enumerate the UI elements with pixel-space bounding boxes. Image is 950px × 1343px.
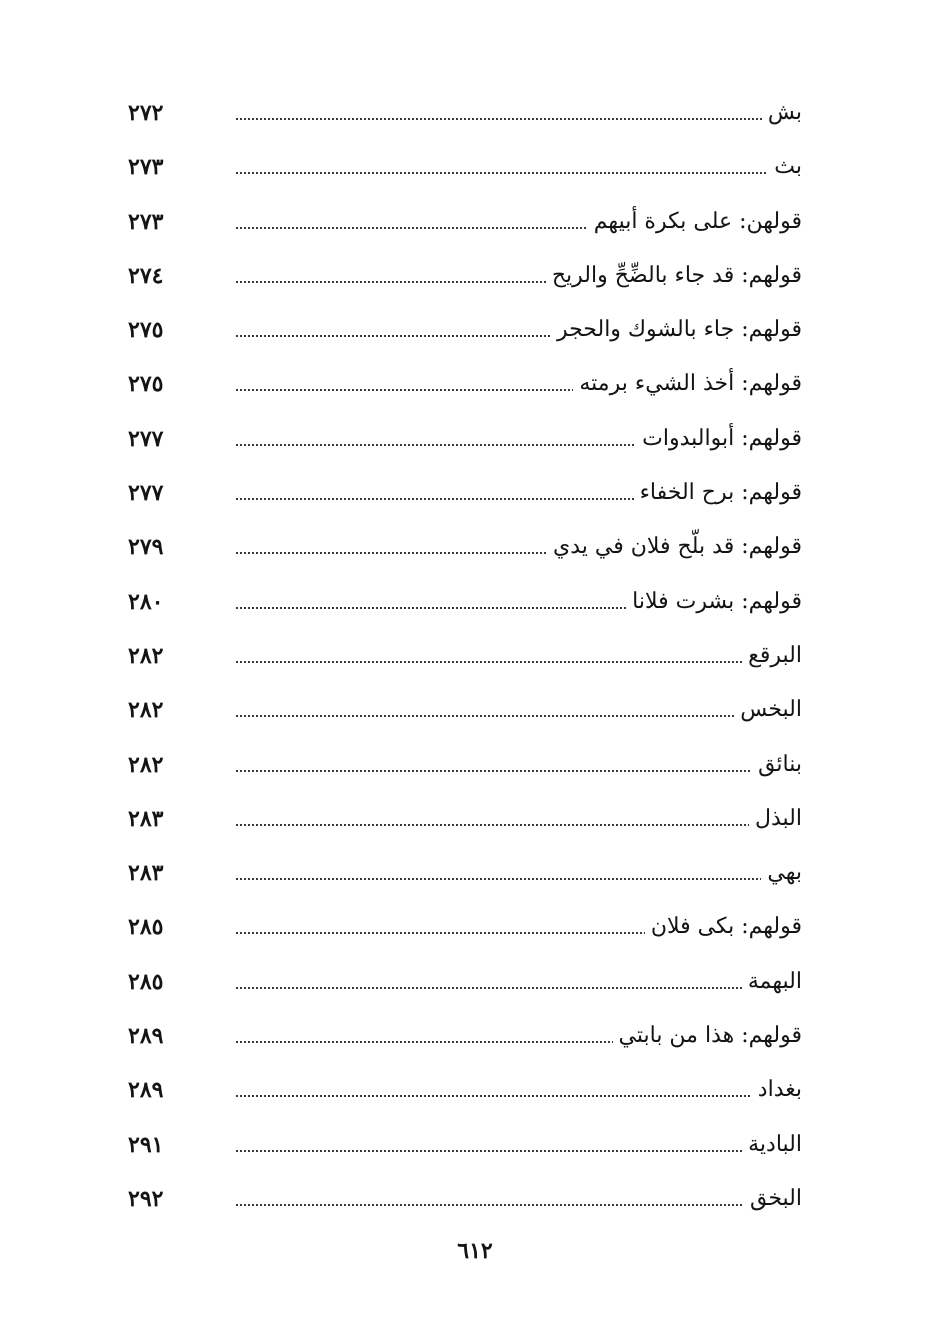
dot-leader — [236, 661, 798, 663]
toc-entry — [0, 88, 950, 142]
toc-entry-title: قولهم: قد بلّح فلان في يدي — [547, 530, 802, 564]
toc-entry — [0, 1120, 950, 1174]
toc-entry-page: ٢٧٣ — [128, 208, 164, 235]
toc-entry-title: البرقع — [742, 639, 802, 673]
toc-entry-page: ٢٨٥ — [128, 968, 164, 995]
toc-entry-title: البادية — [742, 1128, 802, 1162]
toc-entry — [0, 902, 950, 956]
toc-entry-title: قولهن: على بكرة أبيهم — [588, 205, 802, 239]
toc-entry-title: قولهم: بشرت فلانا — [626, 585, 802, 619]
page-number: ٦١٢ — [457, 1238, 493, 1264]
toc-entry — [0, 414, 950, 468]
dot-leader — [236, 715, 798, 717]
table-of-contents — [0, 88, 950, 1228]
toc-entry-page: ٢٨٢ — [128, 751, 164, 778]
toc-entry-page: ٢٩٢ — [128, 1185, 164, 1212]
toc-entry-page: ٢٨٢ — [128, 697, 164, 724]
toc-entry-title: قولهم: هذا من بابتي — [613, 1019, 802, 1053]
toc-entry — [0, 848, 950, 902]
dot-leader — [236, 770, 798, 772]
toc-entry-page: ٢٨٥ — [128, 914, 164, 941]
toc-entry — [0, 197, 950, 251]
toc-entry — [0, 305, 950, 359]
dot-leader — [236, 878, 798, 880]
toc-entry-title: قولهم: جاء بالشوك والحجر — [551, 313, 802, 347]
toc-entry-title: بث — [768, 150, 802, 184]
toc-entry-page: ٢٧٧ — [128, 425, 164, 452]
toc-entry-page: ٢٨٠ — [128, 588, 164, 615]
toc-entry — [0, 740, 950, 794]
dot-leader — [236, 1150, 798, 1152]
toc-entry-page: ٢٨٩ — [128, 1023, 164, 1050]
dot-leader — [236, 118, 798, 120]
toc-entry — [0, 359, 950, 413]
toc-entry-title: البهمة — [742, 965, 802, 999]
toc-entry-page: ٢٧٧ — [128, 480, 164, 507]
dot-leader — [236, 1204, 798, 1206]
toc-entry-page: ٢٧٩ — [128, 534, 164, 561]
dot-leader — [236, 824, 798, 826]
toc-entry-page: ٢٧٣ — [128, 154, 164, 181]
toc-entry-title: قولهم: أبوالبدوات — [636, 422, 802, 456]
toc-entry — [0, 1065, 950, 1119]
dot-leader — [236, 172, 798, 174]
toc-entry — [0, 957, 950, 1011]
toc-entry-page: ٢٨٢ — [128, 642, 164, 669]
toc-entry-title: قولهم: قد جاء بالضِّحِّ والريح — [546, 259, 802, 293]
toc-entry — [0, 1011, 950, 1065]
toc-entry — [0, 522, 950, 576]
dot-leader — [236, 1095, 798, 1097]
toc-entry-title: قولهم: بكى فلان — [645, 910, 802, 944]
toc-entry-title: بنائق — [752, 748, 802, 782]
toc-entry — [0, 794, 950, 848]
toc-entry-page: ٢٧٥ — [128, 371, 164, 398]
toc-entry-title: قولهم: برح الخفاء — [634, 476, 802, 510]
toc-entry-page: ٢٨٣ — [128, 805, 164, 832]
toc-entry — [0, 577, 950, 631]
toc-entry-title: قولهم: أخذ الشيء برمته — [573, 367, 802, 401]
toc-entry — [0, 468, 950, 522]
toc-entry — [0, 142, 950, 196]
toc-entry — [0, 631, 950, 685]
toc-entry-title: بش — [762, 96, 802, 130]
toc-entry-page: ٢٧٢ — [128, 100, 164, 126]
toc-entry-page: ٢٩١ — [128, 1131, 164, 1158]
toc-entry-page: ٢٨٣ — [128, 860, 164, 887]
toc-entry-page: ٢٧٥ — [128, 317, 164, 344]
toc-entry-page: ٢٨٩ — [128, 1077, 164, 1104]
toc-entry-title: بهي — [761, 856, 802, 890]
toc-entry-page: ٢٧٤ — [128, 262, 164, 289]
toc-entry-title: بغداد — [752, 1073, 802, 1107]
dot-leader — [236, 987, 798, 989]
toc-entry-title: البخس — [734, 693, 802, 727]
toc-entry — [0, 251, 950, 305]
toc-entry — [0, 1174, 950, 1228]
toc-entry — [0, 685, 950, 739]
toc-entry-title: البخق — [744, 1182, 802, 1216]
toc-entry-title: البذل — [749, 802, 802, 836]
